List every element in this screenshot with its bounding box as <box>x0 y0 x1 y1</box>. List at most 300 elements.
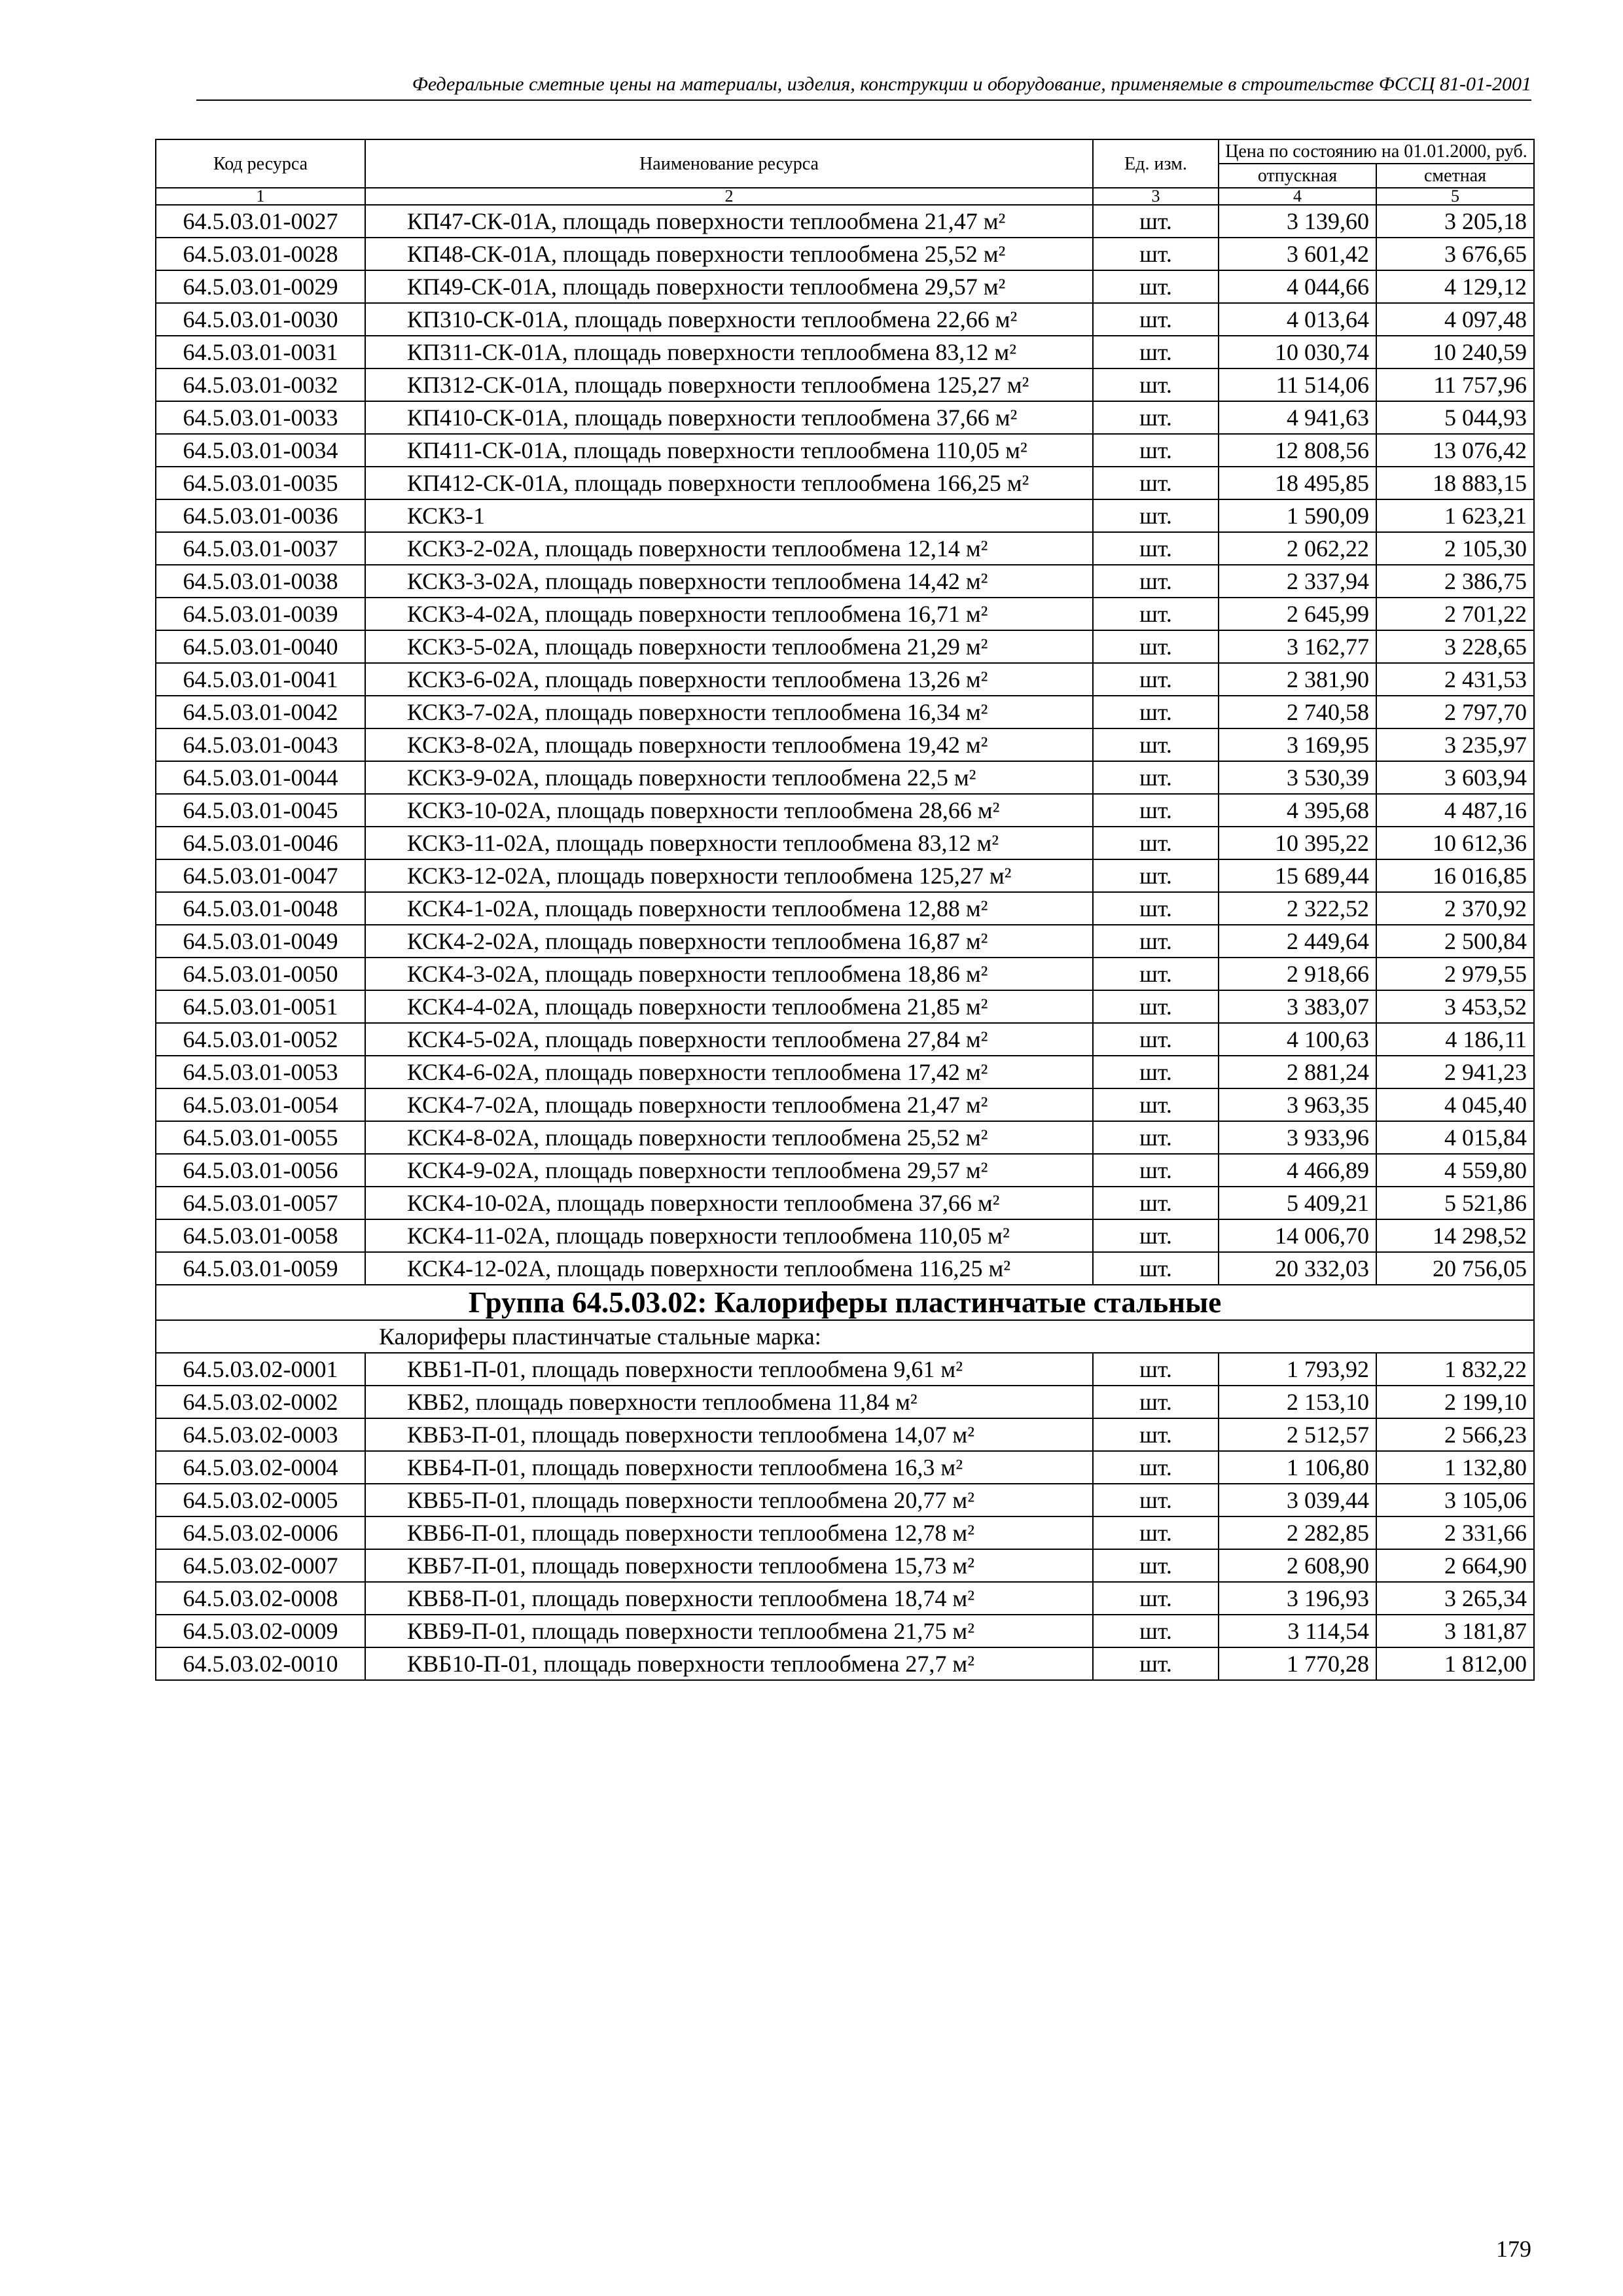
resource-name-text: КП312-СК-01А, площадь поверхности теплообмена 125,27 м² <box>407 372 1029 398</box>
unit: шт. <box>1093 1219 1219 1252</box>
unit: шт. <box>1093 401 1219 434</box>
estimate-price: 2 979,55 <box>1376 958 1534 990</box>
estimate-price: 4 097,48 <box>1376 303 1534 336</box>
resource-code: 64.5.03.01-0044 <box>156 761 365 794</box>
estimate-price: 2 797,70 <box>1376 696 1534 728</box>
table-row <box>156 1418 1534 1451</box>
col-number: 5 <box>1376 188 1534 205</box>
release-price: 10 395,22 <box>1219 827 1376 859</box>
resource-name-text: КП310-СК-01А, площадь поверхности теплообмена 22,66 м² <box>407 306 1018 332</box>
release-price: 2 645,99 <box>1219 598 1376 630</box>
unit: шт. <box>1093 434 1219 467</box>
estimate-price: 3 105,06 <box>1376 1484 1534 1516</box>
resource-name <box>365 859 1093 892</box>
resource-name <box>365 794 1093 827</box>
col-header-name: Наименование ресурса <box>365 139 1093 188</box>
estimate-price: 1 832,22 <box>1376 1353 1534 1386</box>
unit: шт. <box>1093 1386 1219 1418</box>
resource-name-text: КВБ10-П-01, площадь поверхности теплообмена 27,7 м² <box>407 1651 974 1677</box>
resource-name-text: КСК4-11-02А, площадь поверхности теплообмена 110,05 м² <box>407 1223 1010 1249</box>
price-table <box>155 139 1535 1681</box>
release-price: 4 941,63 <box>1219 401 1376 434</box>
resource-code: 64.5.03.01-0046 <box>156 827 365 859</box>
resource-name-text: КСК3-3-02А, площадь поверхности теплообмена 14,42 м² <box>407 568 988 594</box>
release-price: 14 006,70 <box>1219 1219 1376 1252</box>
resource-name-text: КСК3-1 <box>407 503 486 529</box>
table-row <box>156 990 1534 1023</box>
resource-name-text: КСК3-5-02А, площадь поверхности теплообмена 21,29 м² <box>407 634 988 660</box>
release-price: 2 881,24 <box>1219 1056 1376 1088</box>
estimate-price: 5 521,86 <box>1376 1187 1534 1219</box>
resource-code: 64.5.03.01-0043 <box>156 728 365 761</box>
resource-code: 64.5.03.01-0037 <box>156 532 365 565</box>
table-row <box>156 1386 1534 1418</box>
group-title: Группа 64.5.03.02: Калориферы пластинчатые стальные <box>156 1285 1534 1320</box>
release-price: 3 114,54 <box>1219 1615 1376 1647</box>
resource-code: 64.5.03.01-0033 <box>156 401 365 434</box>
resource-code: 64.5.03.01-0056 <box>156 1154 365 1187</box>
unit: шт. <box>1093 1187 1219 1219</box>
table-row <box>156 892 1534 925</box>
subgroup-title-text: Калориферы пластинчатые стальные марка: <box>379 1323 821 1350</box>
unit: шт. <box>1093 1023 1219 1056</box>
resource-name-text: КВБ7-П-01, площадь поверхности теплообмена 15,73 м² <box>407 1552 974 1579</box>
col-number: 1 <box>156 188 365 205</box>
unit: шт. <box>1093 892 1219 925</box>
release-price: 3 530,39 <box>1219 761 1376 794</box>
unit: шт. <box>1093 990 1219 1023</box>
running-header: Федеральные сметные цены на материалы, изделия, конструкции и оборудование, применяемые в строительстве ФССЦ 81-01-2001 <box>196 73 1531 101</box>
resource-name-text: КСК4-8-02А, площадь поверхности теплообмена 25,52 м² <box>407 1124 988 1151</box>
table-row <box>156 1516 1534 1549</box>
resource-name-text: КСК3-8-02А, площадь поверхности теплообмена 19,42 м² <box>407 732 988 758</box>
release-price: 2 512,57 <box>1219 1418 1376 1451</box>
unit: шт. <box>1093 1451 1219 1484</box>
unit: шт. <box>1093 1154 1219 1187</box>
unit: шт. <box>1093 303 1219 336</box>
resource-code: 64.5.03.01-0051 <box>156 990 365 1023</box>
release-price: 10 030,74 <box>1219 336 1376 368</box>
table-row <box>156 598 1534 630</box>
resource-code: 64.5.03.01-0036 <box>156 499 365 532</box>
estimate-price: 1 812,00 <box>1376 1647 1534 1680</box>
table-row <box>156 205 1534 238</box>
estimate-price: 4 015,84 <box>1376 1121 1534 1154</box>
table-row <box>156 696 1534 728</box>
estimate-price: 20 756,05 <box>1376 1252 1534 1285</box>
resource-name <box>365 1549 1093 1582</box>
resource-name-text: КСК3-2-02А, площадь поверхности теплообмена 12,14 м² <box>407 535 988 562</box>
table-row <box>156 859 1534 892</box>
resource-name <box>365 1451 1093 1484</box>
table-row <box>156 1615 1534 1647</box>
resource-name <box>365 1056 1093 1088</box>
table-row <box>156 1219 1534 1252</box>
unit: шт. <box>1093 565 1219 598</box>
estimate-price: 10 612,36 <box>1376 827 1534 859</box>
resource-code: 64.5.03.01-0034 <box>156 434 365 467</box>
resource-code: 64.5.03.02-0001 <box>156 1353 365 1386</box>
unit: шт. <box>1093 1516 1219 1549</box>
release-price: 15 689,44 <box>1219 859 1376 892</box>
resource-name <box>365 696 1093 728</box>
resource-code: 64.5.03.01-0050 <box>156 958 365 990</box>
release-price: 3 039,44 <box>1219 1484 1376 1516</box>
resource-name <box>365 1219 1093 1252</box>
resource-name-text: КСК3-9-02А, площадь поверхности теплообмена 22,5 м² <box>407 764 976 791</box>
resource-name-text: КВБ3-П-01, площадь поверхности теплообмена 14,07 м² <box>407 1422 974 1448</box>
estimate-price: 18 883,15 <box>1376 467 1534 499</box>
col-header-unit: Ед. изм. <box>1093 139 1219 188</box>
resource-name <box>365 990 1093 1023</box>
resource-code: 64.5.03.01-0055 <box>156 1121 365 1154</box>
release-price: 3 601,42 <box>1219 238 1376 270</box>
estimate-price: 5 044,93 <box>1376 401 1534 434</box>
unit: шт. <box>1093 532 1219 565</box>
estimate-price: 2 386,75 <box>1376 565 1534 598</box>
col-header-release: отпускная <box>1219 164 1376 188</box>
release-price: 18 495,85 <box>1219 467 1376 499</box>
col-number: 3 <box>1093 188 1219 205</box>
estimate-price: 3 235,97 <box>1376 728 1534 761</box>
release-price: 4 044,66 <box>1219 270 1376 303</box>
estimate-price: 3 453,52 <box>1376 990 1534 1023</box>
release-price: 4 013,64 <box>1219 303 1376 336</box>
resource-name <box>365 1615 1093 1647</box>
table-row <box>156 565 1534 598</box>
unit: шт. <box>1093 794 1219 827</box>
unit: шт. <box>1093 1353 1219 1386</box>
table-row <box>156 270 1534 303</box>
unit: шт. <box>1093 1418 1219 1451</box>
estimate-price: 2 664,90 <box>1376 1549 1534 1582</box>
resource-name-text: КСК3-10-02А, площадь поверхности теплообмена 28,66 м² <box>407 797 1000 823</box>
resource-name-text: КВБ8-П-01, площадь поверхности теплообмена 18,74 м² <box>407 1585 974 1611</box>
resource-code: 64.5.03.01-0027 <box>156 205 365 238</box>
unit: шт. <box>1093 1088 1219 1121</box>
unit: шт. <box>1093 1549 1219 1582</box>
resource-name <box>365 532 1093 565</box>
table-row <box>156 1549 1534 1582</box>
table-row <box>156 1023 1534 1056</box>
release-price: 3 169,95 <box>1219 728 1376 761</box>
unit: шт. <box>1093 1647 1219 1680</box>
col-header-price: Цена по состоянию на 01.01.2000, руб. <box>1219 139 1534 164</box>
resource-code: 64.5.03.01-0052 <box>156 1023 365 1056</box>
unit: шт. <box>1093 238 1219 270</box>
release-price: 2 062,22 <box>1219 532 1376 565</box>
unit: шт. <box>1093 205 1219 238</box>
table-row <box>156 336 1534 368</box>
table-row <box>156 368 1534 401</box>
table-row <box>156 1056 1534 1088</box>
resource-name <box>365 270 1093 303</box>
resource-name-text: КП47-СК-01А, площадь поверхности теплообмена 21,47 м² <box>407 208 1006 234</box>
resource-code: 64.5.03.01-0041 <box>156 663 365 696</box>
resource-name-text: КП48-СК-01А, площадь поверхности теплообмена 25,52 м² <box>407 241 1006 267</box>
resource-name <box>365 303 1093 336</box>
unit: шт. <box>1093 728 1219 761</box>
resource-name-text: КСК4-10-02А, площадь поверхности теплообмена 37,66 м² <box>407 1190 1000 1216</box>
resource-name <box>365 1154 1093 1187</box>
estimate-price: 2 701,22 <box>1376 598 1534 630</box>
unit: шт. <box>1093 467 1219 499</box>
release-price: 2 337,94 <box>1219 565 1376 598</box>
resource-name <box>365 1647 1093 1680</box>
estimate-price: 1 623,21 <box>1376 499 1534 532</box>
estimate-price: 2 370,92 <box>1376 892 1534 925</box>
release-price: 3 162,77 <box>1219 630 1376 663</box>
resource-name <box>365 761 1093 794</box>
estimate-price: 2 941,23 <box>1376 1056 1534 1088</box>
resource-name <box>365 1088 1093 1121</box>
resource-name-text: КСК4-5-02А, площадь поверхности теплообмена 27,84 м² <box>407 1026 988 1052</box>
release-price: 3 139,60 <box>1219 205 1376 238</box>
resource-name <box>365 565 1093 598</box>
resource-name <box>365 336 1093 368</box>
unit: шт. <box>1093 1121 1219 1154</box>
estimate-price: 3 181,87 <box>1376 1615 1534 1647</box>
release-price: 2 918,66 <box>1219 958 1376 990</box>
unit: шт. <box>1093 696 1219 728</box>
table-row <box>156 1121 1534 1154</box>
resource-name <box>365 368 1093 401</box>
table-row <box>156 1582 1534 1615</box>
release-price: 2 740,58 <box>1219 696 1376 728</box>
unit: шт. <box>1093 336 1219 368</box>
resource-code: 64.5.03.02-0006 <box>156 1516 365 1549</box>
table-body-group-heading <box>156 1285 1534 1353</box>
resource-name <box>365 892 1093 925</box>
estimate-price: 4 559,80 <box>1376 1154 1534 1187</box>
unit: шт. <box>1093 925 1219 958</box>
table-row <box>156 499 1534 532</box>
resource-code: 64.5.03.01-0030 <box>156 303 365 336</box>
estimate-price: 14 298,52 <box>1376 1219 1534 1252</box>
estimate-price: 3 228,65 <box>1376 630 1534 663</box>
estimate-price: 4 045,40 <box>1376 1088 1534 1121</box>
resource-name <box>365 630 1093 663</box>
unit: шт. <box>1093 958 1219 990</box>
resource-name-text: КСК3-11-02А, площадь поверхности теплообмена 83,12 м² <box>407 830 999 856</box>
table-row <box>156 1088 1534 1121</box>
estimate-price: 3 603,94 <box>1376 761 1534 794</box>
table-row <box>156 1252 1534 1285</box>
estimate-price: 2 199,10 <box>1376 1386 1534 1418</box>
release-price: 2 322,52 <box>1219 892 1376 925</box>
resource-name-text: КСК3-12-02А, площадь поверхности теплообмена 125,27 м² <box>407 863 1012 889</box>
table-row <box>156 958 1534 990</box>
estimate-price: 3 265,34 <box>1376 1582 1534 1615</box>
release-price: 4 395,68 <box>1219 794 1376 827</box>
resource-name-text: КСК4-12-02А, площадь поверхности теплообмена 116,25 м² <box>407 1255 1011 1282</box>
resource-code: 64.5.03.01-0032 <box>156 368 365 401</box>
release-price: 3 963,35 <box>1219 1088 1376 1121</box>
release-price: 5 409,21 <box>1219 1187 1376 1219</box>
resource-code: 64.5.03.01-0038 <box>156 565 365 598</box>
resource-code: 64.5.03.01-0035 <box>156 467 365 499</box>
resource-name <box>365 434 1093 467</box>
release-price: 2 153,10 <box>1219 1386 1376 1418</box>
estimate-price: 13 076,42 <box>1376 434 1534 467</box>
estimate-price: 2 431,53 <box>1376 663 1534 696</box>
estimate-price: 2 566,23 <box>1376 1418 1534 1451</box>
estimate-price: 4 186,11 <box>1376 1023 1534 1056</box>
release-price: 4 100,63 <box>1219 1023 1376 1056</box>
resource-code: 64.5.03.02-0009 <box>156 1615 365 1647</box>
resource-code: 64.5.03.02-0010 <box>156 1647 365 1680</box>
resource-code: 64.5.03.01-0053 <box>156 1056 365 1088</box>
table-body-group-2 <box>156 1353 1534 1680</box>
unit: шт. <box>1093 1615 1219 1647</box>
resource-code: 64.5.03.01-0048 <box>156 892 365 925</box>
resource-name-text: КВБ1-П-01, площадь поверхности теплообмена 9,61 м² <box>407 1356 963 1382</box>
resource-code: 64.5.03.01-0057 <box>156 1187 365 1219</box>
unit: шт. <box>1093 761 1219 794</box>
resource-name <box>365 827 1093 859</box>
table-row <box>156 303 1534 336</box>
resource-name-text: КСК3-6-02А, площадь поверхности теплообмена 13,26 м² <box>407 666 988 692</box>
resource-name <box>365 1121 1093 1154</box>
table-row <box>156 238 1534 270</box>
release-price: 1 106,80 <box>1219 1451 1376 1484</box>
resource-name <box>365 205 1093 238</box>
resource-name-text: КВБ6-П-01, площадь поверхности теплообмена 12,78 м² <box>407 1520 974 1546</box>
table-row <box>156 1647 1534 1680</box>
table-row <box>156 1484 1534 1516</box>
release-price: 20 332,03 <box>1219 1252 1376 1285</box>
estimate-price: 11 757,96 <box>1376 368 1534 401</box>
resource-name-text: КСК4-3-02А, площадь поверхности теплообмена 18,86 м² <box>407 961 988 987</box>
resource-name-text: КСК3-4-02А, площадь поверхности теплообмена 16,71 м² <box>407 601 988 627</box>
resource-name <box>365 1418 1093 1451</box>
resource-name-text: КВБ4-П-01, площадь поверхности теплообмена 16,3 м² <box>407 1454 963 1480</box>
resource-code: 64.5.03.01-0039 <box>156 598 365 630</box>
resource-name-text: КСК4-2-02А, площадь поверхности теплообмена 16,87 м² <box>407 928 988 954</box>
resource-name-text: КВБ5-П-01, площадь поверхности теплообмена 20,77 м² <box>407 1487 974 1513</box>
estimate-price: 4 129,12 <box>1376 270 1534 303</box>
release-price: 12 808,56 <box>1219 434 1376 467</box>
estimate-price: 2 331,66 <box>1376 1516 1534 1549</box>
resource-code: 64.5.03.01-0040 <box>156 630 365 663</box>
unit: шт. <box>1093 827 1219 859</box>
resource-name <box>365 238 1093 270</box>
unit: шт. <box>1093 859 1219 892</box>
resource-code: 64.5.03.02-0007 <box>156 1549 365 1582</box>
unit: шт. <box>1093 1582 1219 1615</box>
resource-name <box>365 958 1093 990</box>
resource-code: 64.5.03.02-0005 <box>156 1484 365 1516</box>
col-number: 4 <box>1219 188 1376 205</box>
resource-code: 64.5.03.01-0042 <box>156 696 365 728</box>
release-price: 2 282,85 <box>1219 1516 1376 1549</box>
resource-code: 64.5.03.01-0049 <box>156 925 365 958</box>
release-price: 2 449,64 <box>1219 925 1376 958</box>
release-price: 1 770,28 <box>1219 1647 1376 1680</box>
resource-name <box>365 467 1093 499</box>
resource-name <box>365 1353 1093 1386</box>
resource-code: 64.5.03.01-0028 <box>156 238 365 270</box>
resource-name-text: КСК4-6-02А, площадь поверхности теплообмена 17,42 м² <box>407 1059 988 1085</box>
resource-name-text: КП49-СК-01А, площадь поверхности теплообмена 29,57 м² <box>407 274 1006 300</box>
resource-name <box>365 401 1093 434</box>
table-row <box>156 794 1534 827</box>
resource-name <box>365 1484 1093 1516</box>
resource-name <box>365 1516 1093 1549</box>
resource-name <box>365 499 1093 532</box>
release-price: 1 793,92 <box>1219 1353 1376 1386</box>
resource-code: 64.5.03.02-0004 <box>156 1451 365 1484</box>
resource-name-text: КВБ9-П-01, площадь поверхности теплообмена 21,75 м² <box>407 1618 974 1644</box>
resource-code: 64.5.03.01-0029 <box>156 270 365 303</box>
estimate-price: 3 676,65 <box>1376 238 1534 270</box>
table-row <box>156 434 1534 467</box>
unit: шт. <box>1093 368 1219 401</box>
estimate-price: 1 132,80 <box>1376 1451 1534 1484</box>
release-price: 1 590,09 <box>1219 499 1376 532</box>
resource-name <box>365 663 1093 696</box>
release-price: 3 196,93 <box>1219 1582 1376 1615</box>
resource-name-text: КП411-СК-01А, площадь поверхности теплообмена 110,05 м² <box>407 437 1027 463</box>
unit: шт. <box>1093 1056 1219 1088</box>
resource-name-text: КСК3-7-02А, площадь поверхности теплообмена 16,34 м² <box>407 699 988 725</box>
table-row <box>156 630 1534 663</box>
resource-name-text: КП410-СК-01А, площадь поверхности теплообмена 37,66 м² <box>407 404 1018 431</box>
resource-code: 64.5.03.02-0008 <box>156 1582 365 1615</box>
table-row <box>156 728 1534 761</box>
table-row <box>156 1154 1534 1187</box>
table-row <box>156 401 1534 434</box>
resource-code: 64.5.03.01-0059 <box>156 1252 365 1285</box>
subgroup-title <box>156 1320 1534 1353</box>
table-row <box>156 1353 1534 1386</box>
estimate-price: 2 500,84 <box>1376 925 1534 958</box>
table-row <box>156 827 1534 859</box>
page-number: 179 <box>1496 2236 1531 2262</box>
estimate-price: 16 016,85 <box>1376 859 1534 892</box>
col-header-code: Код ресурса <box>156 139 365 188</box>
resource-name <box>365 598 1093 630</box>
unit: шт. <box>1093 270 1219 303</box>
resource-code: 64.5.03.02-0002 <box>156 1386 365 1418</box>
release-price: 2 381,90 <box>1219 663 1376 696</box>
resource-code: 64.5.03.01-0045 <box>156 794 365 827</box>
unit: шт. <box>1093 630 1219 663</box>
release-price: 3 383,07 <box>1219 990 1376 1023</box>
unit: шт. <box>1093 598 1219 630</box>
release-price: 11 514,06 <box>1219 368 1376 401</box>
resource-code: 64.5.03.01-0031 <box>156 336 365 368</box>
unit: шт. <box>1093 1252 1219 1285</box>
resource-code: 64.5.03.01-0054 <box>156 1088 365 1121</box>
estimate-price: 10 240,59 <box>1376 336 1534 368</box>
resource-name <box>365 1582 1093 1615</box>
resource-name-text: КП311-СК-01А, площадь поверхности теплообмена 83,12 м² <box>407 339 1016 365</box>
resource-name-text: КСК4-7-02А, площадь поверхности теплообмена 21,47 м² <box>407 1092 988 1118</box>
table-row <box>156 532 1534 565</box>
estimate-price: 4 487,16 <box>1376 794 1534 827</box>
resource-name <box>365 925 1093 958</box>
resource-name-text: КСК4-1-02А, площадь поверхности теплообмена 12,88 м² <box>407 895 988 922</box>
unit: шт. <box>1093 663 1219 696</box>
resource-name <box>365 728 1093 761</box>
resource-code: 64.5.03.02-0003 <box>156 1418 365 1451</box>
col-number: 2 <box>365 188 1093 205</box>
resource-name-text: КСК4-4-02А, площадь поверхности теплообмена 21,85 м² <box>407 994 988 1020</box>
resource-code: 64.5.03.01-0058 <box>156 1219 365 1252</box>
table-body-group-1 <box>156 205 1534 1285</box>
col-header-estimate: сметная <box>1376 164 1534 188</box>
